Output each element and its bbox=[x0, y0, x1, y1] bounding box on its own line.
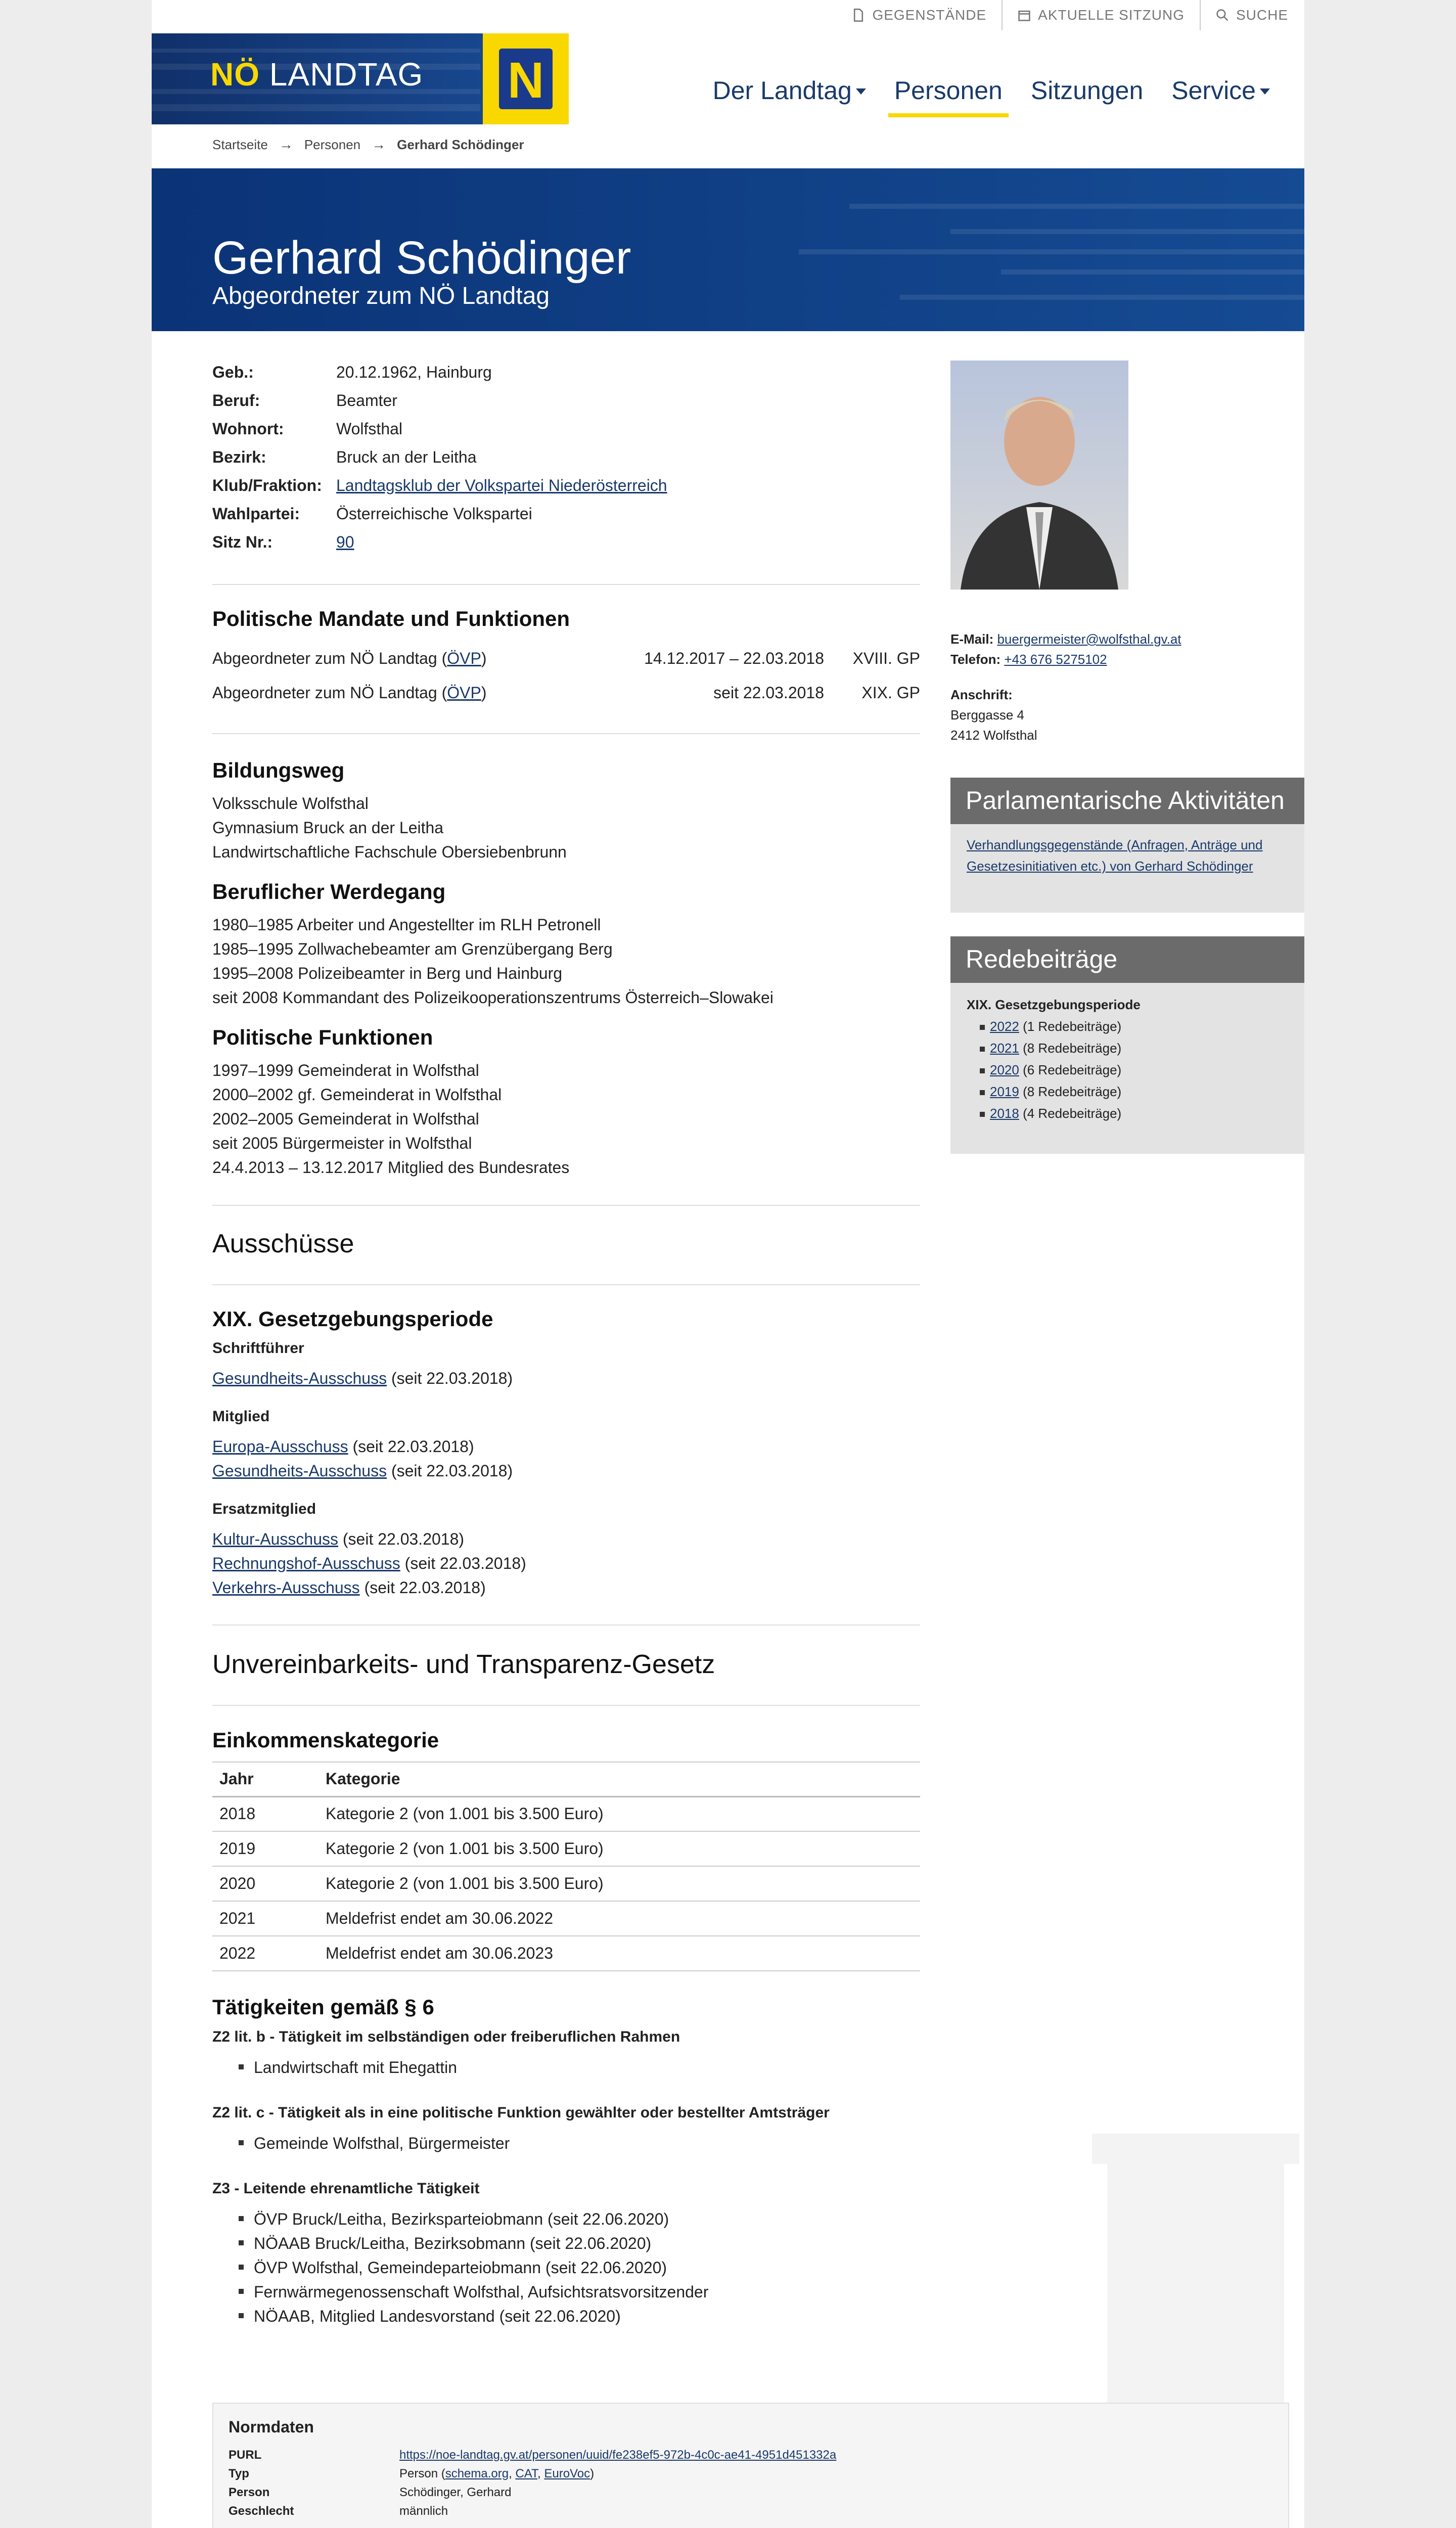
detail-wahlpartei: Österreichische Volkspartei bbox=[336, 505, 532, 523]
section-title-mandate: Politische Mandate und Funktionen bbox=[212, 607, 570, 630]
purl-link[interactable]: https://noe-landtag.gv.at/personen/uuid/fe238ef5-972b-4c0c-ae41-4951d451332a bbox=[399, 2448, 837, 2462]
parl-box-body bbox=[950, 824, 1304, 913]
mandate-row: Abgeordneter zum NÖ Landtag (ÖVP) 14.12.2017 – 22.03.2018 XVIII. GP bbox=[212, 646, 920, 670]
taetigkeit-list bbox=[233, 2131, 510, 2155]
detail-label: Wahlpartei: bbox=[212, 505, 300, 523]
site-logo[interactable] bbox=[152, 33, 569, 124]
list-item: Volksschule Wolfsthal bbox=[212, 794, 369, 812]
detail-bezirk: Bruck an der Leitha bbox=[336, 448, 477, 466]
utility-aktuelle-sitzung[interactable] bbox=[1003, 0, 1201, 30]
rede-box-body bbox=[950, 983, 1304, 1154]
list-item: Fernwärmegenossenschaft Wolfsthal, Aufsichtsratsvorsitzender bbox=[233, 2280, 708, 2304]
rede-year-link[interactable]: 2018 bbox=[990, 1106, 1019, 1121]
committee-item: Gesundheits-Ausschuss (seit 22.03.2018) bbox=[212, 1462, 513, 1480]
nav-personen[interactable]: Personen bbox=[880, 76, 1017, 117]
table-row: 2018 Kategorie 2 (von 1.001 bis 3.500 Euro) bbox=[212, 1796, 920, 1831]
mandate-row: Abgeordneter zum NÖ Landtag (ÖVP) seit 22.03.2018 XIX. GP bbox=[212, 681, 920, 705]
taetigkeit-label: Z2 lit. b - Tätigkeit im selbständigen oder freiberuflichen Rahmen bbox=[212, 2028, 680, 2045]
rede-item: 2018 (4 Redebeiträge) bbox=[974, 1103, 1288, 1124]
rede-item: 2022 (1 Redebeiträge) bbox=[974, 1016, 1288, 1037]
detail-label: Klub/Fraktion: bbox=[212, 476, 322, 494]
normdaten-box bbox=[212, 2403, 1289, 2528]
list-item: 1997–1999 Gemeinderat in Wolfsthal bbox=[212, 1061, 479, 1079]
taetigkeit-label: Z2 lit. c - Tätigkeit als in eine politische Funktion gewählter oder bestellter Amtsträger bbox=[212, 2104, 830, 2121]
mandate-period: 14.12.2017 – 22.03.2018 bbox=[644, 649, 824, 667]
table-row: 2020 Kategorie 2 (von 1.001 bis 3.500 Euro) bbox=[212, 1866, 920, 1901]
breadcrumb-current: Gerhard Schödinger bbox=[397, 137, 524, 152]
mandate-gp: XVIII. GP bbox=[852, 649, 920, 667]
list-item: Gymnasium Bruck an der Leitha bbox=[212, 819, 444, 837]
person-name: Gerhard Schödinger bbox=[212, 232, 631, 284]
detail-label: Bezirk: bbox=[212, 448, 266, 466]
list-item: NÖAAB, Mitglied Landesvorstand (seit 22.06.2020) bbox=[233, 2304, 708, 2328]
bildung-list bbox=[212, 791, 567, 864]
schema-link[interactable]: schema.org bbox=[445, 2467, 509, 2480]
page-hero bbox=[152, 168, 1304, 331]
taetigkeit-list bbox=[233, 2207, 708, 2328]
role-label: Mitglied bbox=[212, 1408, 270, 1425]
document-icon bbox=[852, 9, 865, 22]
role-label: Schriftführer bbox=[212, 1340, 304, 1357]
nd-label: Geschlecht bbox=[229, 2504, 294, 2518]
list-item: Gemeinde Wolfsthal, Bürgermeister bbox=[233, 2131, 510, 2155]
eurovoc-link[interactable]: EuroVoc bbox=[544, 2467, 590, 2480]
nd-geschlecht: männlich bbox=[399, 2504, 448, 2518]
income-table bbox=[212, 1762, 920, 1971]
list-item: 24.4.2013 – 13.12.2017 Mitglied des Bundesrates bbox=[212, 1158, 570, 1177]
parl-box-title: Parlamentarische Aktivitäten bbox=[950, 778, 1304, 824]
committee-item: Kultur-Ausschuss (seit 22.03.2018) bbox=[212, 1530, 465, 1548]
detail-label: Wohnort: bbox=[212, 420, 284, 438]
list-item: 2002–2005 Gemeinderat in Wolfsthal bbox=[212, 1110, 479, 1128]
nd-typ: Person (schema.org, CAT, EuroVoc) bbox=[399, 2467, 595, 2480]
utility-suche[interactable] bbox=[1201, 0, 1288, 30]
detail-klub-link[interactable]: Landtagsklub der Volkspartei Niederösterreich bbox=[336, 476, 667, 494]
chevron-down-icon bbox=[856, 88, 866, 95]
rede-period: XIX. Gesetzgebungsperiode bbox=[967, 997, 1141, 1012]
table-row: 2019 Kategorie 2 (von 1.001 bis 3.500 Euro) bbox=[212, 1831, 920, 1866]
list-item: Landwirtschaftliche Fachschule Obersiebenbrunn bbox=[212, 843, 567, 861]
detail-beruf: Beamter bbox=[336, 391, 397, 410]
list-item: seit 2005 Bürgermeister in Wolfsthal bbox=[212, 1134, 472, 1152]
rede-item: 2019 (8 Redebeiträge) bbox=[974, 1081, 1288, 1103]
person-details bbox=[212, 363, 718, 561]
normdaten-title: Normdaten bbox=[229, 2418, 314, 2436]
breadcrumb-personen[interactable]: Personen bbox=[304, 137, 361, 152]
col-jahr: Jahr bbox=[212, 1762, 318, 1796]
email-link[interactable]: buergermeister@wolfsthal.gv.at bbox=[997, 631, 1181, 647]
person-role: Abgeordneter zum NÖ Landtag bbox=[212, 283, 550, 309]
detail-label: Sitz Nr.: bbox=[212, 533, 273, 551]
logo-mark-icon: N bbox=[483, 33, 569, 124]
list-item: 1980–1985 Arbeiter und Angestellter im RLH Petronell bbox=[212, 916, 601, 934]
list-item: 1985–1995 Zollwachebeamter am Grenzübergang Berg bbox=[212, 940, 613, 958]
nd-label: PURL bbox=[229, 2448, 262, 2462]
list-item: NÖAAB Bruck/Leitha, Bezirksobmann (seit 22.06.2020) bbox=[233, 2231, 708, 2255]
detail-wohnort: Wolfsthal bbox=[336, 420, 403, 438]
table-row: 2021 Meldefrist endet am 30.06.2022 bbox=[212, 1901, 920, 1936]
detail-geb: 20.12.1962, Hainburg bbox=[336, 363, 492, 381]
breadcrumb bbox=[212, 137, 524, 153]
committee-item: Europa-Ausschuss (seit 22.03.2018) bbox=[212, 1437, 474, 1456]
calendar-icon bbox=[1018, 9, 1031, 22]
committee-link[interactable]: Gesundheits-Ausschuss bbox=[212, 1462, 387, 1480]
committee-item: Verkehrs-Ausschuss (seit 22.03.2018) bbox=[212, 1578, 486, 1597]
taetigkeit-list bbox=[233, 2055, 457, 2080]
nav-service[interactable]: Service bbox=[1157, 76, 1284, 117]
nd-person: Schödinger, Gerhard bbox=[399, 2486, 512, 2499]
detail-label: Beruf: bbox=[212, 391, 260, 410]
rede-year-link[interactable]: 2020 bbox=[990, 1062, 1019, 1077]
section-title-bildung: Bildungsweg bbox=[212, 758, 345, 782]
list-item: 1995–2008 Polizeibeamter in Berg und Hainburg bbox=[212, 964, 563, 982]
rede-year-link[interactable]: 2022 bbox=[990, 1019, 1019, 1034]
search-icon bbox=[1216, 9, 1229, 22]
col-kategorie: Kategorie bbox=[318, 1762, 920, 1796]
parl-activities-link[interactable]: Verhandlungsgegenstände (Anfragen, Anträge und Gesetzesinitiativen etc.) von Gerhard Schödinger bbox=[967, 837, 1263, 874]
list-item: Landwirtschaft mit Ehegattin bbox=[233, 2055, 457, 2080]
utility-gegenstaende[interactable] bbox=[837, 0, 1003, 30]
rede-box-title: Redebeiträge bbox=[950, 936, 1304, 983]
address-city: 2412 Wolfsthal bbox=[950, 728, 1037, 743]
list-item: ÖVP Bruck/Leitha, Bezirksparteiobmann (seit 22.06.2020) bbox=[233, 2207, 708, 2231]
section-title-transparenz: Unvereinbarkeits- und Transparenz-Gesetz bbox=[212, 1650, 715, 1679]
role-label: Ersatzmitglied bbox=[212, 1501, 316, 1517]
utility-bar bbox=[837, 0, 1288, 32]
breadcrumb-home[interactable]: Startseite bbox=[212, 137, 268, 152]
committee-link[interactable]: Gesundheits-Ausschuss bbox=[212, 1369, 387, 1387]
committee-link[interactable]: Europa-Ausschuss bbox=[212, 1437, 348, 1456]
list-item: ÖVP Wolfsthal, Gemeindeparteiobmann (seit 22.06.2020) bbox=[233, 2255, 708, 2280]
utility-gegenstaende-label: GEGENSTÄNDE bbox=[872, 7, 987, 23]
nd-label: Typ bbox=[229, 2467, 249, 2480]
taetigkeit-label: Z3 - Leitende ehrenamtliche Tätigkeit bbox=[212, 2180, 480, 2197]
main-nav bbox=[699, 76, 1284, 117]
contact-block: E-Mail: buergermeister@wolfsthal.gv.at Telefon: +43 676 5275102 Anschrift: Berggasse 4 2412 Wolfsthal bbox=[950, 629, 1181, 745]
arrow-right-icon: → bbox=[279, 137, 293, 152]
rede-item: 2020 (6 Redebeiträge) bbox=[974, 1059, 1288, 1081]
utility-aktuelle-sitzung-label: AKTUELLE SITZUNG bbox=[1038, 7, 1185, 23]
rede-item: 2021 (8 Redebeiträge) bbox=[974, 1037, 1288, 1059]
detail-label: Geb.: bbox=[212, 363, 254, 381]
section-title-werdegang: Beruflicher Werdegang bbox=[212, 880, 446, 904]
committee-item: Gesundheits-Ausschuss (seit 22.03.2018) bbox=[212, 1369, 513, 1387]
committee-list bbox=[212, 1434, 513, 1483]
section-title-ausschuesse: Ausschüsse bbox=[212, 1229, 354, 1258]
page bbox=[152, 0, 1304, 2528]
rede-year-link[interactable]: 2021 bbox=[990, 1041, 1019, 1056]
section-title-funktionen: Politische Funktionen bbox=[212, 1025, 433, 1049]
committee-list bbox=[212, 1527, 526, 1600]
committee-item: Rechnungshof-Ausschuss (seit 22.03.2018) bbox=[212, 1554, 526, 1572]
list-item: seit 2008 Kommandant des Polizeikooperationszentrums Österreich–Slowakei bbox=[212, 988, 774, 1007]
arrow-right-icon: → bbox=[372, 137, 386, 152]
section-title-einkommen: Einkommenskategorie bbox=[212, 1728, 439, 1752]
table-row: 2022 Meldefrist endet am 30.06.2023 bbox=[212, 1936, 920, 1971]
committee-link[interactable]: Rechnungshof-Ausschuss bbox=[212, 1554, 400, 1572]
section-title-taetigkeiten: Tätigkeiten gemäß § 6 bbox=[212, 1995, 434, 2019]
rede-year-link[interactable]: 2019 bbox=[990, 1084, 1019, 1099]
cat-link[interactable]: CAT bbox=[515, 2467, 537, 2480]
party-link[interactable]: ÖVP bbox=[447, 684, 481, 702]
coat-of-arms-watermark bbox=[1087, 2124, 1304, 2407]
utility-suche-label: SUCHE bbox=[1236, 7, 1288, 23]
chevron-down-icon bbox=[1260, 88, 1270, 95]
mandate-period: seit 22.03.2018 bbox=[713, 684, 824, 702]
nav-sitzungen[interactable]: Sitzungen bbox=[1030, 76, 1144, 105]
nav-der-landtag[interactable]: Der Landtag bbox=[699, 76, 880, 117]
party-link[interactable]: ÖVP bbox=[447, 649, 481, 667]
nd-label: Person bbox=[229, 2486, 270, 2499]
funktionen-list bbox=[212, 1058, 569, 1180]
table-header bbox=[212, 1762, 920, 1796]
committee-link[interactable]: Kultur-Ausschuss bbox=[212, 1530, 338, 1548]
detail-sitz-link[interactable]: 90 bbox=[336, 533, 354, 551]
committee-link[interactable]: Verkehrs-Ausschuss bbox=[212, 1578, 360, 1597]
person-portrait bbox=[950, 360, 1128, 590]
phone-link[interactable]: +43 676 5275102 bbox=[1004, 652, 1107, 667]
werdegang-list bbox=[212, 913, 774, 1010]
address-street: Berggasse 4 bbox=[950, 707, 1024, 723]
logo-text: NÖ LANDTAG bbox=[210, 56, 424, 93]
mandate-gp: XIX. GP bbox=[861, 684, 920, 702]
ausschuesse-period: XIX. Gesetzgebungsperiode bbox=[212, 1307, 493, 1331]
list-item: 2000–2002 gf. Gemeinderat in Wolfsthal bbox=[212, 1086, 502, 1104]
